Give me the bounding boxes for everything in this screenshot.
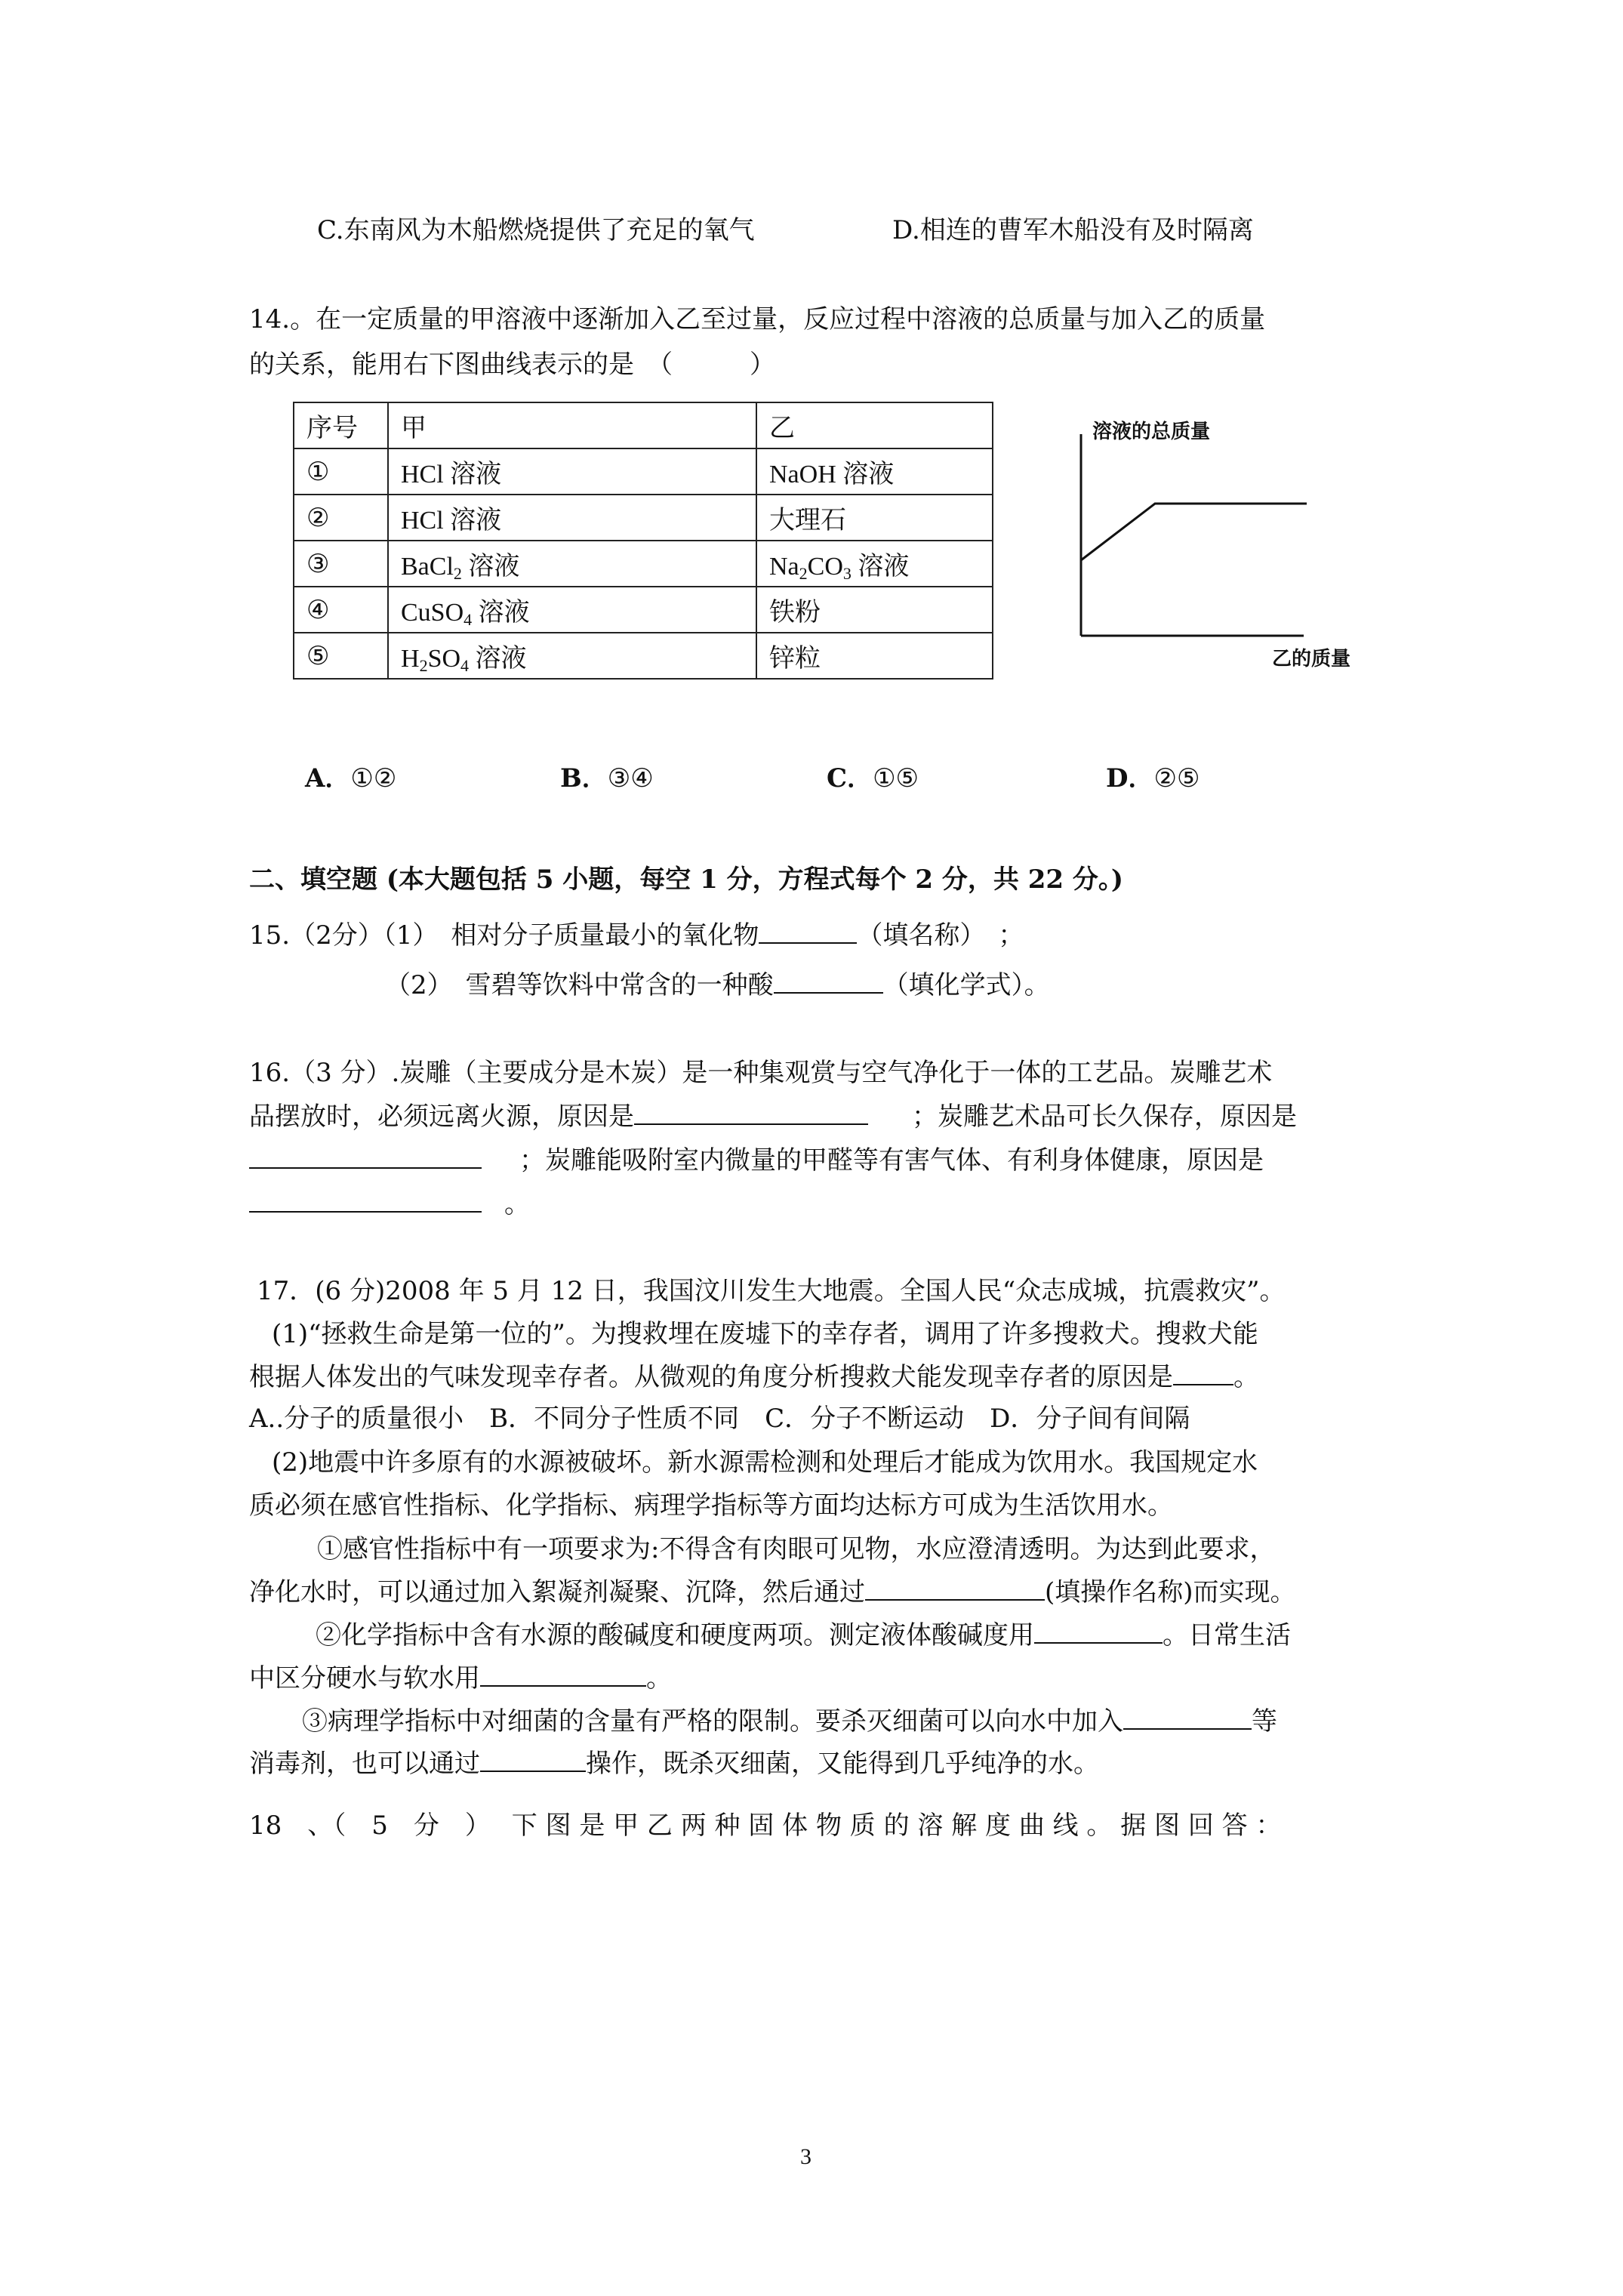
table-cell: ⑤ <box>294 633 388 679</box>
formula-subscript: 2 <box>419 656 428 675</box>
table-cell: NaOH 溶液 <box>756 448 993 495</box>
formula-part: SO <box>427 645 461 673</box>
option-letter: A． <box>305 763 351 794</box>
q14-stem-line2: 的关系，能用右下图曲线表示的是 （ ） <box>249 350 775 380</box>
q17-line5: (2)地震中许多原有的水源被破坏。新水源需检测和处理后才能成为饮用水。我国规定水 <box>272 1447 1258 1478</box>
answer-blank[interactable] <box>1173 1360 1233 1385</box>
q17-line6: 质必须在感官性指标、化学指标、病理学指标等方面均达标方可成为生活饮用水。 <box>249 1490 1173 1521</box>
formula-part: CO <box>807 553 843 581</box>
q14-option-d[interactable] <box>1106 761 1200 796</box>
table-cell: ④ <box>294 587 388 633</box>
answer-blank[interactable] <box>1034 1618 1163 1644</box>
formula-subscript: 2 <box>453 564 462 583</box>
table-header-cell: 序号 <box>294 402 388 448</box>
q14-stem-line1: 14.。在一定质量的甲溶液中逐渐加入乙至过量，反应过程中溶液的总质量与加入乙的质量 <box>249 304 1266 334</box>
q15-part1-hint: （填名称） ； <box>857 920 1024 951</box>
q14-option-c[interactable] <box>827 761 919 796</box>
option-letter: B． <box>560 763 608 794</box>
table-row <box>294 633 993 679</box>
table-cell: 锌粒 <box>756 633 993 679</box>
q17-text: 根据人体发出的气味发现幸存者。从微观的角度分析搜救犬能发现幸存者的原因是 <box>249 1362 1173 1392</box>
q17-line2: (1)“拯救生命是第一位的”。为搜救埋在废墟下的幸存者，调用了许多搜救犬。搜救犬能 <box>272 1319 1258 1349</box>
q16-text: ；炭雕能吸附室内微量的甲醛等有害气体、有利身体健康，原因是 <box>519 1145 1264 1176</box>
y-axis-label: 溶液的总质量 <box>1092 421 1211 443</box>
q17-line7: ①感官性指标中有一项要求为:不得含有肉眼可见物，水应澄清透明。为达到此要求， <box>317 1534 1276 1564</box>
q15-part1-text: 15.（2分）（1） 相对分子质量最小的氧化物 <box>249 920 759 951</box>
table-cell <box>388 633 756 679</box>
table-cell: ② <box>294 495 388 541</box>
formula-part: H <box>401 645 420 673</box>
table-cell: 大理石 <box>756 495 993 541</box>
formula-subscript: 2 <box>799 564 808 583</box>
table-row <box>294 448 993 495</box>
q15-line1 <box>249 918 1024 953</box>
option-text: ③④ <box>607 763 654 794</box>
q15-line2 <box>385 968 1050 1003</box>
table-row <box>294 587 993 633</box>
option-text: ①⑤ <box>873 763 919 794</box>
q15-part2-hint: （填化学式）。 <box>882 970 1050 1000</box>
q14-table <box>293 402 993 680</box>
formula-part: BaCl <box>401 553 454 581</box>
answer-blank[interactable] <box>480 1746 586 1772</box>
mass-curve <box>1081 504 1307 560</box>
q17-line10 <box>249 1661 672 1696</box>
q16-line2 <box>249 1099 1297 1134</box>
option-letter: C． <box>827 763 873 794</box>
table-cell: ③ <box>294 541 388 587</box>
page-number: 3 <box>800 2144 812 2169</box>
q17-text: 。 <box>646 1663 672 1693</box>
formula-part: 溶液 <box>472 599 530 627</box>
answer-blank[interactable] <box>759 918 857 944</box>
x-axis-label: 乙的质量 <box>1272 648 1351 670</box>
formula-subscript: 3 <box>842 564 852 583</box>
q16-text: 。 <box>504 1189 530 1219</box>
answer-blank[interactable] <box>249 1187 482 1213</box>
q13-option-c: C.东南风为木船燃烧提供了充足的氧气 <box>317 215 755 245</box>
q17-line12 <box>249 1746 1099 1781</box>
q17-text: 。 <box>1233 1362 1259 1392</box>
table-cell <box>756 541 993 587</box>
q17-line1: 17．(6 分)2008 年 5 月 12 日，我国汶川发生大地震。全国人民“众志成城，抗震救灾”。 <box>257 1276 1286 1306</box>
option-text: ①② <box>350 763 397 794</box>
q17-line9 <box>316 1618 1291 1653</box>
q16-line3 <box>249 1143 1264 1178</box>
q16-text: ；炭雕艺术品可长久保存，原因是 <box>912 1102 1297 1132</box>
q17-text: ③病理学指标中对细菌的含量有严格的限制。要杀灭细菌可以向水中加入 <box>302 1706 1123 1737</box>
q17-text: 中区分硬水与软水用 <box>249 1663 480 1693</box>
q17-line11 <box>302 1704 1277 1739</box>
q17-text: 净化水时，可以通过加入絮凝剂凝聚、沉降，然后通过 <box>249 1577 865 1607</box>
option-text: ②⑤ <box>1153 763 1200 794</box>
table-header-row <box>294 402 993 448</box>
formula-part: Na <box>769 553 799 581</box>
q17-line8 <box>249 1575 1296 1610</box>
table-cell: HCl 溶液 <box>388 495 756 541</box>
section-heading: 二、填空题 (本大题包括 5 小题，每空 1 分，方程式每个 2 分，共 22 分。) <box>249 864 1123 895</box>
table-cell: ① <box>294 448 388 495</box>
q15-part2-text: （2） 雪碧等饮料中常含的一种酸 <box>385 970 774 1000</box>
answer-blank[interactable] <box>634 1099 868 1125</box>
table-header-cell: 甲 <box>388 402 756 448</box>
answer-blank[interactable] <box>480 1661 646 1687</box>
q16-line1: 16.（3 分）.炭雕（主要成分是木炭）是一种集观赏与空气净化于一体的工艺品。炭雕艺术 <box>249 1058 1273 1088</box>
q14-option-b[interactable] <box>560 761 654 796</box>
table-cell: 铁粉 <box>756 587 993 633</box>
q16-line4 <box>249 1187 530 1222</box>
formula-part: CuSO <box>401 599 464 627</box>
table-cell <box>388 587 756 633</box>
answer-blank[interactable] <box>249 1143 482 1169</box>
answer-blank[interactable] <box>865 1575 1045 1601</box>
q17-text: 等 <box>1252 1706 1277 1737</box>
q14-curve-diagram <box>1053 411 1370 683</box>
q17-text: (填操作名称)而实现。 <box>1045 1577 1296 1607</box>
q17-line3 <box>249 1360 1259 1395</box>
option-letter: D． <box>1106 763 1154 794</box>
formula-subscript: 4 <box>463 610 473 629</box>
table-row <box>294 541 993 587</box>
q17-text: 操作，既杀灭细菌，又能得到几乎纯净的水。 <box>586 1749 1099 1779</box>
q13-option-d: D.相连的曹军木船没有及时隔离 <box>892 215 1254 245</box>
answer-blank[interactable] <box>1123 1704 1252 1730</box>
formula-subscript: 4 <box>460 656 470 675</box>
formula-part: 溶液 <box>851 553 910 581</box>
table-cell: HCl 溶液 <box>388 448 756 495</box>
table-cell <box>388 541 756 587</box>
q17-text: ②化学指标中含有水源的酸碱度和硬度两项。测定液体酸碱度用 <box>316 1620 1034 1650</box>
q17-text: 消毒剂，也可以通过 <box>249 1749 480 1779</box>
q14-option-a[interactable] <box>305 761 396 796</box>
q18-line1: 18 、（ 5 分 ） 下 图 是 甲 乙 两 种 固 体 物 质 的 溶 解 度 曲 线 。 据 图 回 答 ： <box>249 1811 1282 1841</box>
table-header-cell: 乙 <box>756 402 993 448</box>
answer-blank[interactable] <box>774 968 883 994</box>
formula-part: 溶液 <box>461 553 520 581</box>
q17-choices: A..分子的质量很小 B．不同分子性质不同 C．分子不断运动 D．分子间有间隔 <box>249 1404 1190 1434</box>
q16-text: 品摆放时，必须远离火源，原因是 <box>249 1102 634 1132</box>
formula-part: 溶液 <box>469 645 527 673</box>
table-row <box>294 495 993 541</box>
q17-text: 。日常生活 <box>1163 1620 1291 1650</box>
